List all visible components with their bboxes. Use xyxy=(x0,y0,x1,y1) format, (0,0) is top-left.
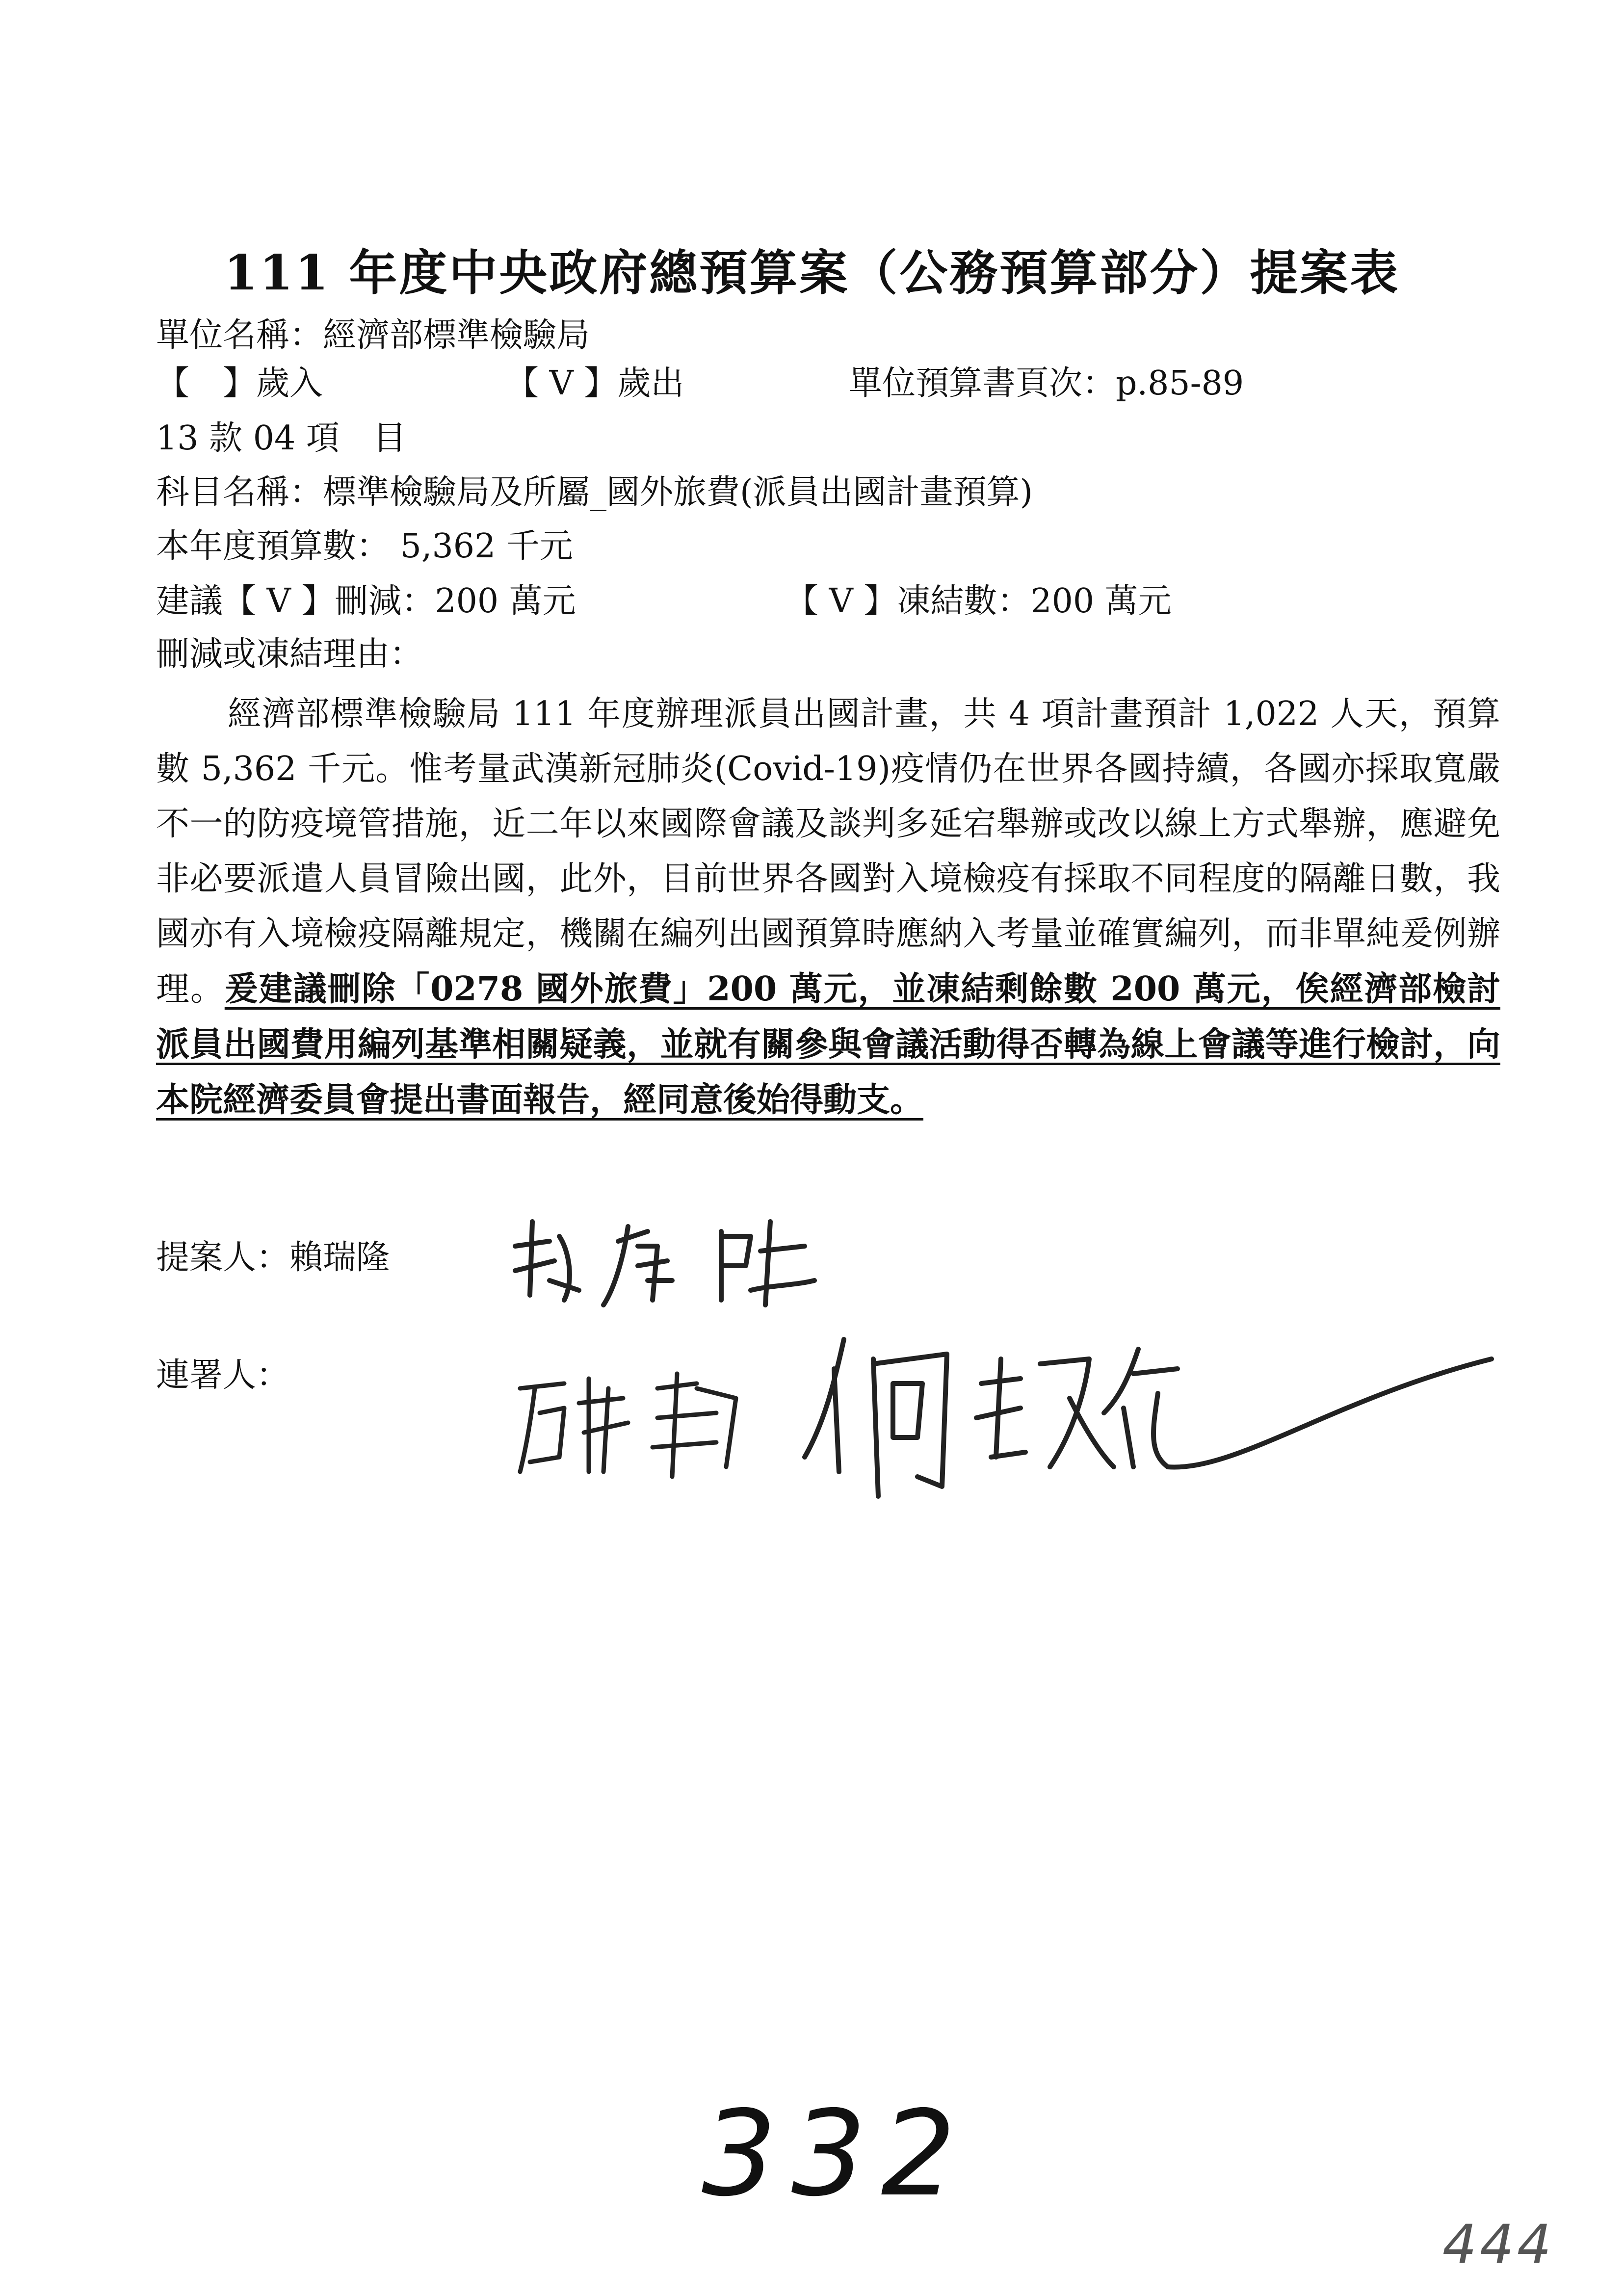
unit-name: 單位名稱：經濟部標準檢驗局 xyxy=(156,316,590,355)
expenditure-checkbox: 【 V 】歲出 xyxy=(505,364,684,403)
stamp-number: 444 xyxy=(1442,2213,1554,2276)
item-code: 13 款 04 項 目 xyxy=(156,419,406,458)
subject-name: 科目名稱：標準檢驗局及所屬_國外旅費(派員出國計畫預算) xyxy=(156,473,1033,512)
revenue-checkbox: 【 】歲入 xyxy=(156,364,323,403)
proposer-signature xyxy=(505,1207,819,1315)
cosigner-signature-1 xyxy=(510,1359,765,1487)
resolution-text: 爰建議刪除「0278 國外旅費」200 萬元，並凍結剩餘數 200 萬元，俟經濟部檢討派員出國費用編列基準相關疑義，並就有關參與會議活動得否轉為線上會議等進行檢討，向本院經濟委員會提出書面報告，經同意後始得動支。 xyxy=(156,969,1500,1120)
reason-text: 經濟部標準檢驗局 111 年度辦理派員出國計畫，共 4 項計畫預計 1,022 人天，預算數 5,362 千元。惟考量武漢新冠肺炎(Covid-19)疫情仍在世界各國持續，各國亦採取寬嚴不一的防疫境管措施，近二年以來國際會議及談判多延宕舉辦或改以線上方式舉辦，應避免非必要派遣人員冒險出國，此外，目前世界各國對入境檢疫有採取不同程度的隔離日數，我國亦有入境檢疫隔離規定，機關在編列出國預算時應納入考量並確實編列，而非單純爰例辦理。 xyxy=(156,695,1500,1009)
page-number: 332 xyxy=(702,2085,971,2222)
reason-label: 刪減或凍結理由： xyxy=(156,635,423,674)
cosigner-signature-2 xyxy=(795,1310,1501,1545)
document-title: 111 年度中央政府總預算案（公務預算部分）提案表 xyxy=(224,245,1400,301)
suggest-cut: 建議【 V 】刪減：200 萬元 xyxy=(156,582,576,621)
page-reference: 單位預算書頁次：p.85-89 xyxy=(849,364,1244,403)
cosigner-label: 連署人： xyxy=(156,1356,290,1395)
budget-amount: 本年度預算數： 5,362 千元 xyxy=(156,527,573,566)
freeze-amount: 【 V 】凍結數：200 萬元 xyxy=(785,582,1172,621)
reason-paragraph xyxy=(156,687,1500,1128)
proposer-label: 提案人：賴瑞隆 xyxy=(156,1238,390,1277)
